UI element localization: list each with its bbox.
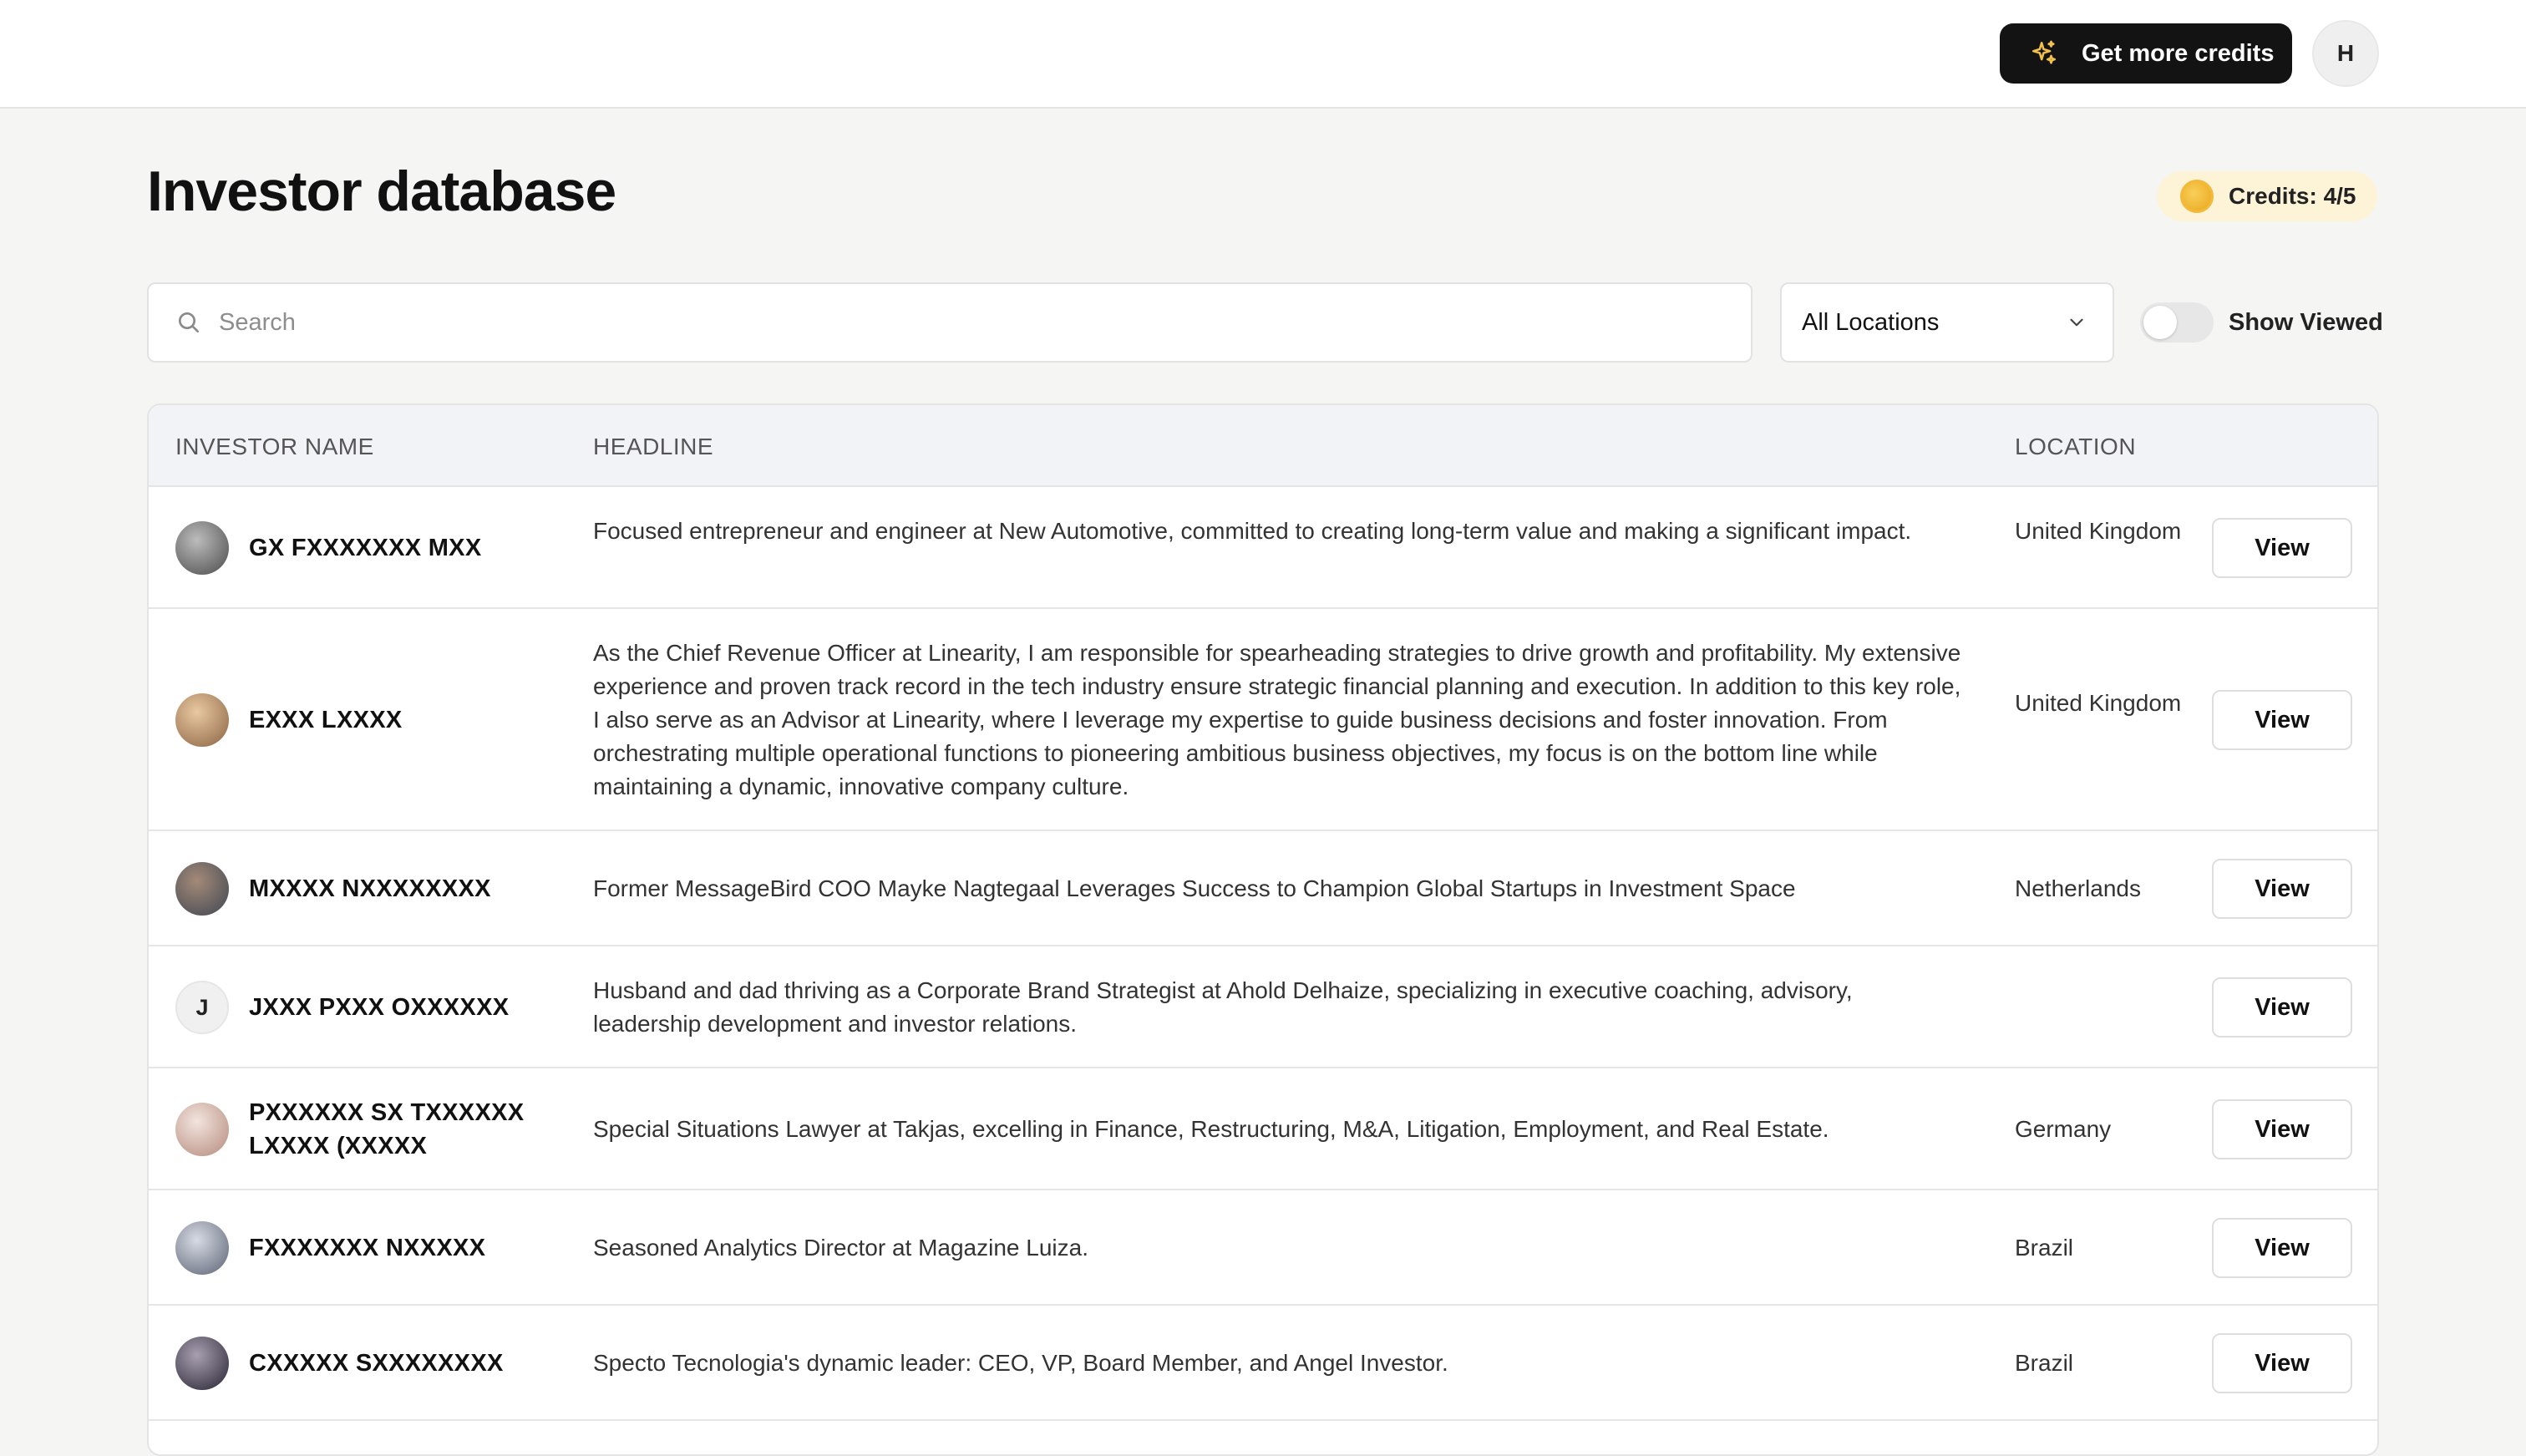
view-button[interactable]: View	[2212, 1099, 2352, 1159]
table-row	[149, 831, 2377, 946]
location-select-value: All Locations	[1802, 308, 1940, 336]
headline-text: Seasoned Analytics Director at Magazine Luiza.	[593, 1235, 1088, 1261]
sparkles-icon	[2030, 39, 2058, 68]
investor-name: FXXXXXXX NXXXXX	[249, 1235, 486, 1261]
table-row	[149, 1068, 2377, 1190]
view-button[interactable]: View	[2212, 518, 2352, 578]
investor-name: EXXX LXXXX	[249, 707, 403, 733]
avatar	[175, 1221, 229, 1275]
table-header	[149, 405, 2377, 487]
table-row	[149, 946, 2377, 1068]
view-button[interactable]: View	[2212, 690, 2352, 750]
view-button[interactable]: View	[2212, 859, 2352, 919]
view-button[interactable]: View	[2212, 1218, 2352, 1278]
investor-table	[147, 403, 2379, 1456]
view-button[interactable]: View	[2212, 1333, 2352, 1393]
avatar	[175, 862, 229, 916]
chevron-down-icon	[2066, 312, 2087, 333]
column-header-headline: HEADLINE	[593, 434, 714, 459]
location-text: United Kingdom	[2015, 690, 2182, 716]
location-text: Brazil	[2015, 1235, 2074, 1261]
investor-name: GX FXXXXXXX MXX	[249, 535, 482, 561]
toggle-knob	[2143, 306, 2177, 339]
credits-badge	[2157, 171, 2377, 221]
avatar: J	[175, 981, 229, 1034]
location-text: Germany	[2015, 1116, 2112, 1142]
headline-text: As the Chief Revenue Officer at Linearity, I am responsible for spearheading strategies to drive growth and profitability. My extensive experience and proven track record in the tech industry ensure strategic financial planning and execution. In addition to this key role, I also serve as an Advisor at Linearity, where I leverage my expertise to guide business decisions and foster innovation. From orchestrating multiple operational functions to pioneering ambitious business objectives, my focus is on the bottom line while maintaining a dynamic, innovative company culture.	[593, 640, 1961, 799]
table-row	[149, 609, 2377, 831]
headline-text: Husband and dad thriving as a Corporate Brand Strategist at Ahold Delhaize, specializing in executive coaching, advisory, leadership development and investor relations.	[593, 977, 1853, 1037]
headline-text: Special Situations Lawyer at Takjas, excelling in Finance, Restructuring, M&A, Litigation, Employment, and Real Estate.	[593, 1116, 1829, 1142]
view-button[interactable]: View	[2212, 977, 2352, 1037]
table-row	[149, 487, 2377, 609]
get-more-credits-button[interactable]	[2000, 23, 2292, 84]
page-title: Investor database	[147, 160, 616, 223]
investor-name: CXXXXX SXXXXXXXX	[249, 1350, 504, 1377]
headline-text: Specto Tecnologia's dynamic leader: CEO, VP, Board Member, and Angel Investor.	[593, 1350, 1448, 1376]
search-icon	[175, 309, 202, 336]
location-text: Brazil	[2015, 1350, 2074, 1376]
table-row	[149, 1306, 2377, 1421]
headline-text: Former MessageBird COO Mayke Nagtegaal Leverages Success to Champion Global Startups in Investment Space	[593, 875, 1796, 901]
top-bar	[0, 0, 2526, 109]
get-more-credits-label: Get more credits	[2082, 39, 2275, 67]
location-text: United Kingdom	[2015, 518, 2182, 544]
user-avatar[interactable]	[2312, 20, 2379, 87]
location-text: Netherlands	[2015, 875, 2141, 901]
investor-name: JXXX PXXX OXXXXXX	[249, 994, 510, 1021]
column-header-location: LOCATION	[2015, 434, 2137, 459]
avatar	[175, 693, 229, 747]
search-box[interactable]	[147, 282, 1752, 363]
avatar	[175, 521, 229, 575]
table-row	[149, 1190, 2377, 1306]
headline-text: Focused entrepreneur and engineer at New Automotive, committed to creating long-term value and making a significant impact.	[593, 518, 1912, 544]
column-header-name: INVESTOR NAME	[175, 434, 374, 459]
investor-name: PXXXXXX SX TXXXXXX LXXXX (XXXXX	[249, 1099, 525, 1159]
show-viewed-control	[2140, 301, 2383, 344]
coin-icon	[2180, 180, 2214, 213]
user-initial: H	[2336, 40, 2355, 66]
show-viewed-toggle[interactable]	[2140, 302, 2214, 342]
avatar	[175, 1337, 229, 1390]
credits-label: Credits: 4/5	[2229, 183, 2356, 209]
show-viewed-label: Show Viewed	[2229, 308, 2383, 336]
search-input[interactable]	[219, 309, 1722, 337]
investor-name: MXXXX NXXXXXXXX	[249, 875, 491, 902]
location-select[interactable]	[1780, 282, 2114, 363]
avatar	[175, 1103, 229, 1156]
